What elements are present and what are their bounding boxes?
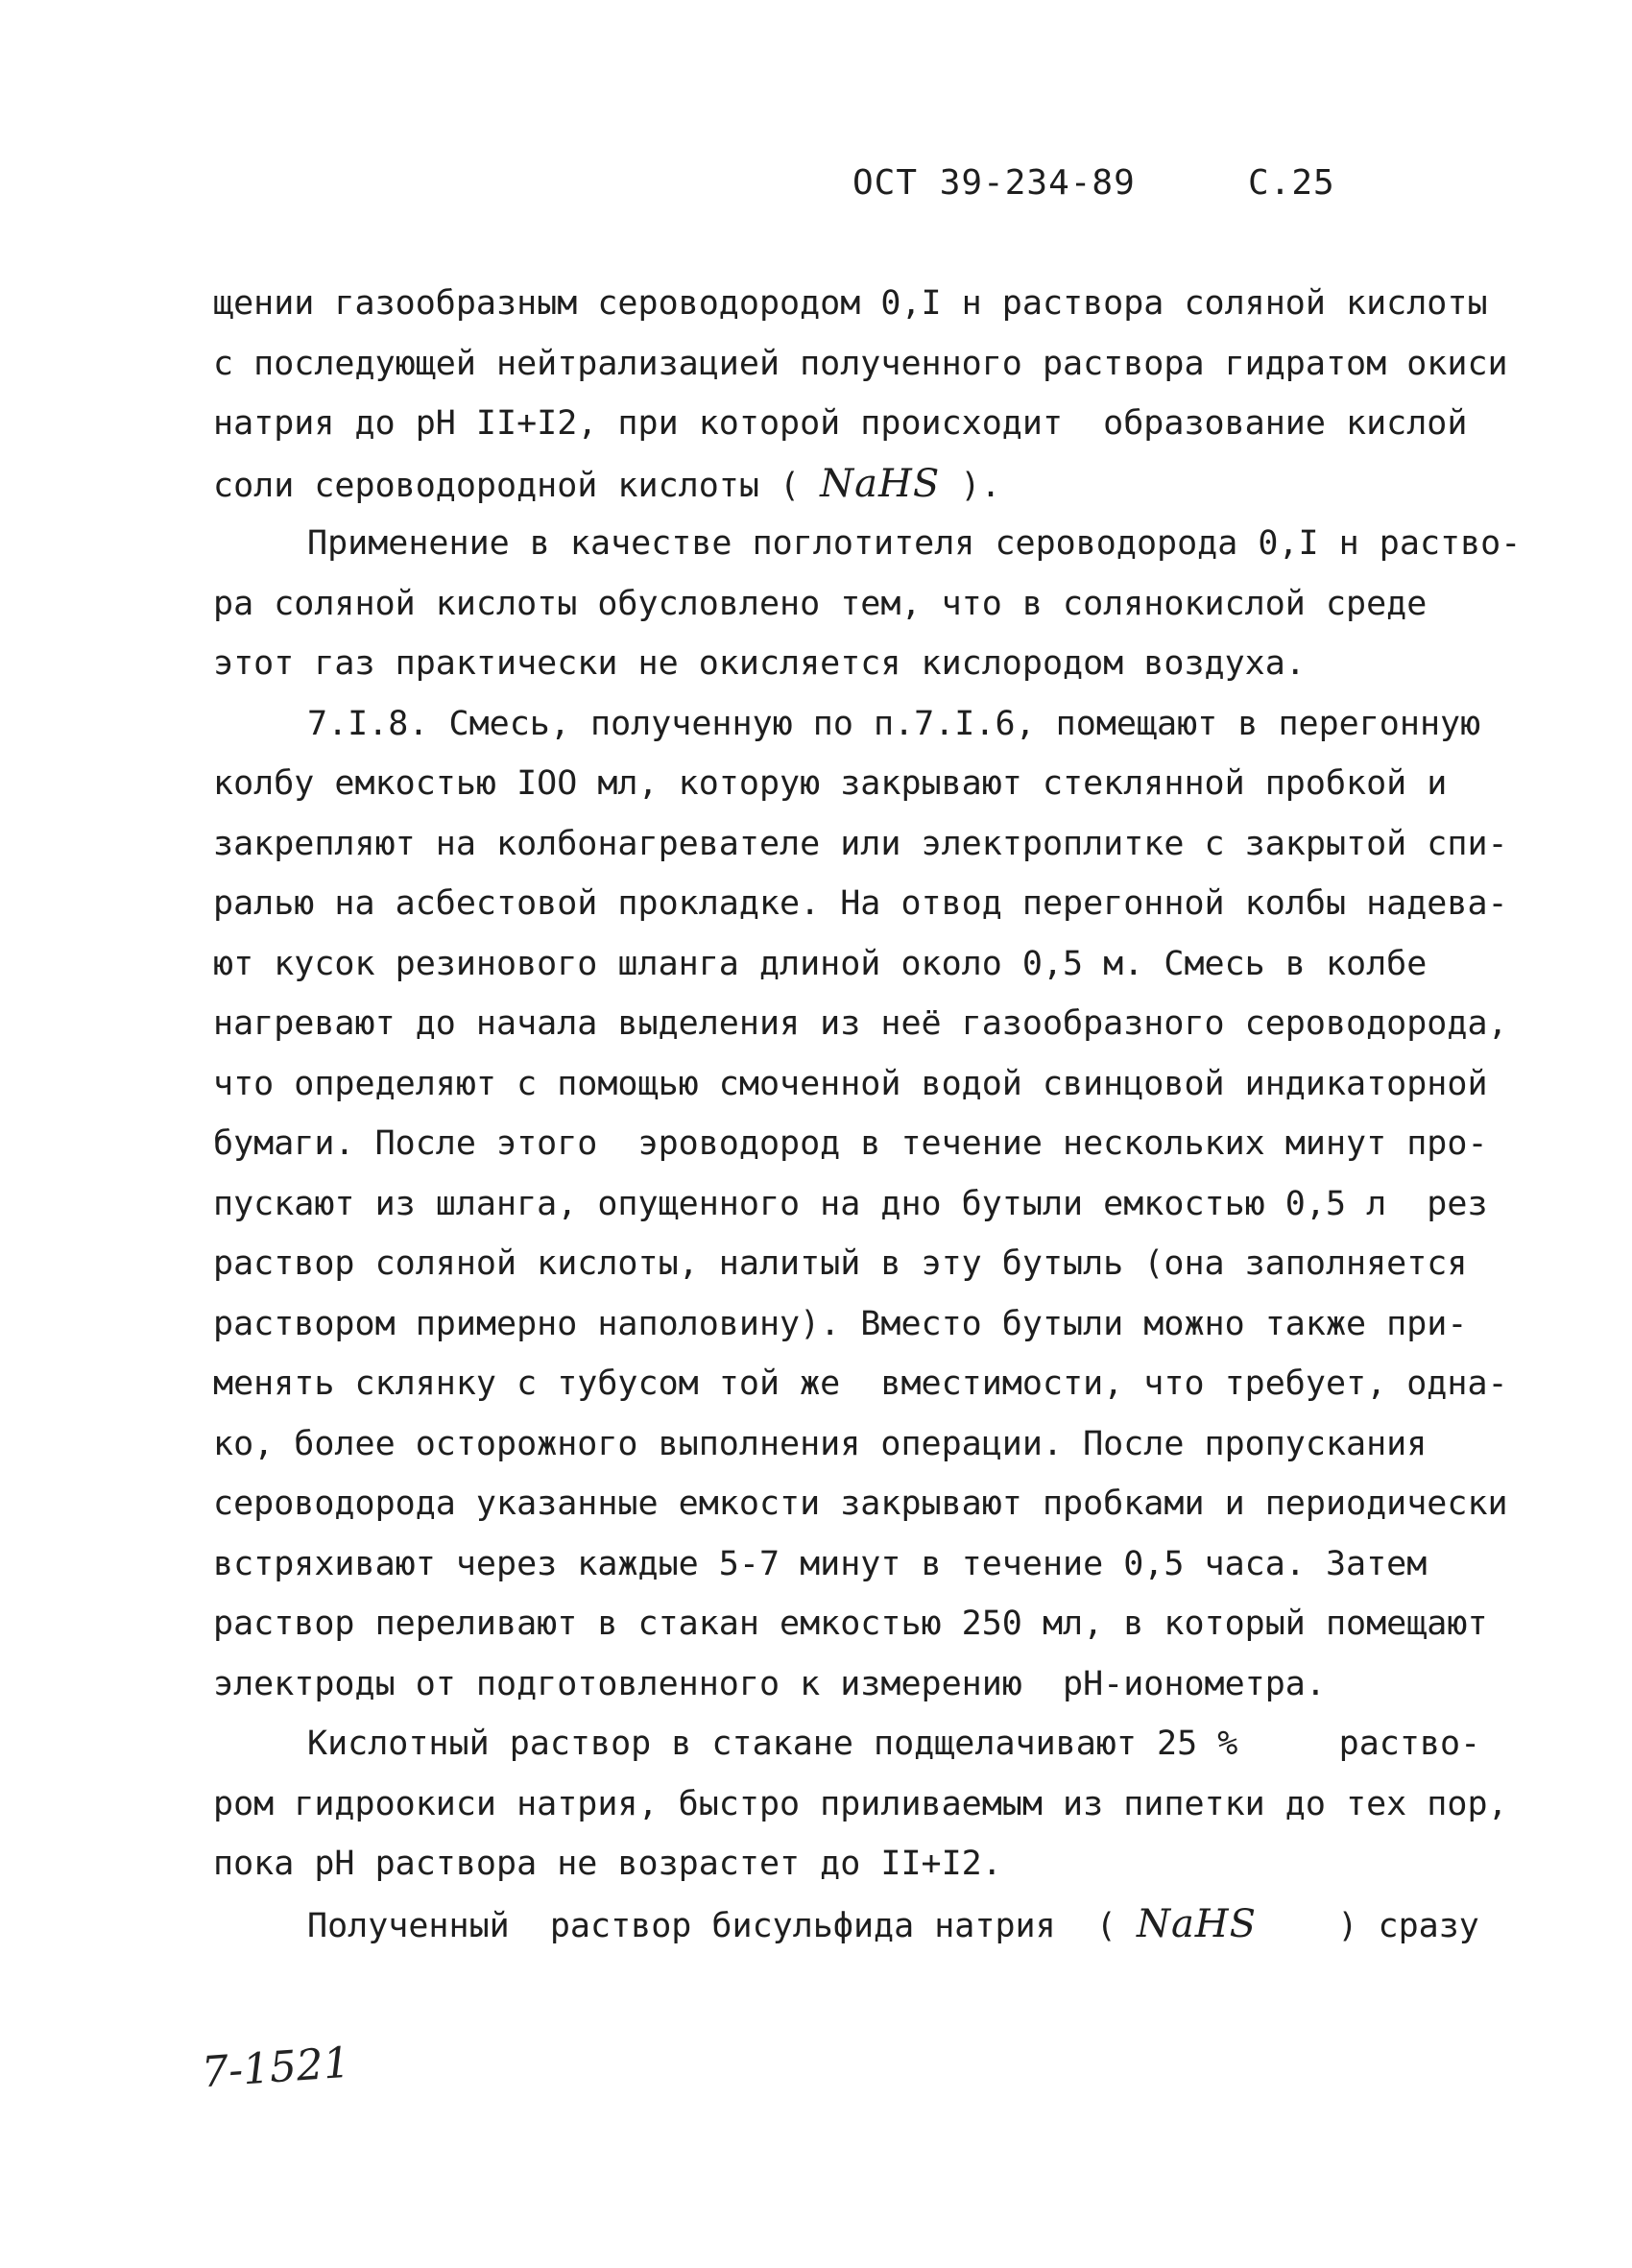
text-line: нагревают до начала выделения из неё газообразного сероводорода, — [213, 1004, 1508, 1043]
text-line: что определяют с помощью смоченной водой свинцовой индикаторной — [213, 1064, 1488, 1103]
text-line: щении газообразным сероводородом 0,I н раствора соляной кислоты — [213, 284, 1488, 323]
text-line: натрия до рН II+I2, при которой происходит образование кислой — [213, 404, 1468, 443]
handwritten-formula: NaHS — [1136, 1901, 1258, 1946]
text-line: ко, более осторожного выполнения операции. После пропускания — [213, 1424, 1428, 1463]
text-line: электроды от подготовленного к измерению рН-ионометра. — [213, 1664, 1326, 1703]
text-line: раствор соляной кислоты, налитый в эту бутыль (она заполняется — [213, 1244, 1468, 1283]
text-segment: ) сразу — [1257, 1906, 1479, 1945]
text-segment: ). — [940, 466, 1001, 505]
page-header — [852, 163, 1335, 203]
body-text — [213, 274, 1522, 1954]
text-line: раствором примерно наполовину). Вместо бутыли можно также при- — [213, 1304, 1468, 1343]
text-line: этот газ практически не окисляется кислородом воздуха. — [213, 644, 1306, 683]
text-line: ра соляной кислоты обусловлено тем, что в солянокислой среде — [213, 584, 1428, 623]
text-line: ралью на асбестовой прокладке. На отвод перегонной колбы надева- — [213, 884, 1508, 923]
text-line: сероводорода указанные емкости закрывают пробками и периодически — [213, 1484, 1508, 1523]
text-line: пока рН раствора не возрастет до II+I2. — [213, 1845, 1002, 1883]
text-line: пускают из шланга, опущенного на дно бутыли емкостью 0,5 л рез — [213, 1184, 1488, 1223]
page-number: С.25 — [1248, 163, 1335, 203]
text-line: 7.I.8. Смесь, полученную по п.7.I.6, помещают в перегонную — [307, 704, 1481, 743]
text-line: раствор переливают в стакан емкостью 250 мл, в который помещают — [213, 1604, 1488, 1643]
text-line: Кислотный раствор в стакане подщелачивают 25 % раство- — [307, 1725, 1481, 1763]
document-code: ОСТ 39-234-89 — [852, 163, 1136, 203]
text-line — [213, 1894, 1479, 1955]
text-line: ром гидроокиси натрия, быстро приливаемым из пипетки до тех пор, — [213, 1784, 1508, 1823]
text-line: бумаги. После этого эроводород в течение нескольких минут про- — [213, 1124, 1488, 1163]
text-line: колбу емкостью IOO мл, которую закрывают стеклянной пробкой и — [213, 764, 1448, 803]
text-line: менять склянку с тубусом той же вместимости, что требует, одна- — [213, 1364, 1508, 1403]
handwritten-archive-mark: 7-1521 — [200, 2038, 352, 2098]
text-line — [213, 454, 1461, 515]
text-line: закрепляют на колбонагревателе или электроплитке с закрытой спи- — [213, 824, 1508, 863]
text-segment: Полученный раствор бисульфида натрия ( — [307, 1906, 1137, 1945]
text-line: ют кусок резинового шланга длиной около 0,5 м. Смесь в колбе — [213, 944, 1428, 983]
text-line: Применение в качестве поглотителя сероводорода 0,I н раство- — [307, 524, 1522, 563]
text-segment: соли сероводородной кислоты ( — [213, 466, 821, 505]
text-line: встряхивают через каждые 5-7 минут в течение 0,5 часа. Затем — [213, 1544, 1428, 1583]
text-line: с последующей нейтрализацией полученного раствора гидратом окиси — [213, 344, 1508, 383]
handwritten-formula: NaHS — [820, 461, 941, 506]
